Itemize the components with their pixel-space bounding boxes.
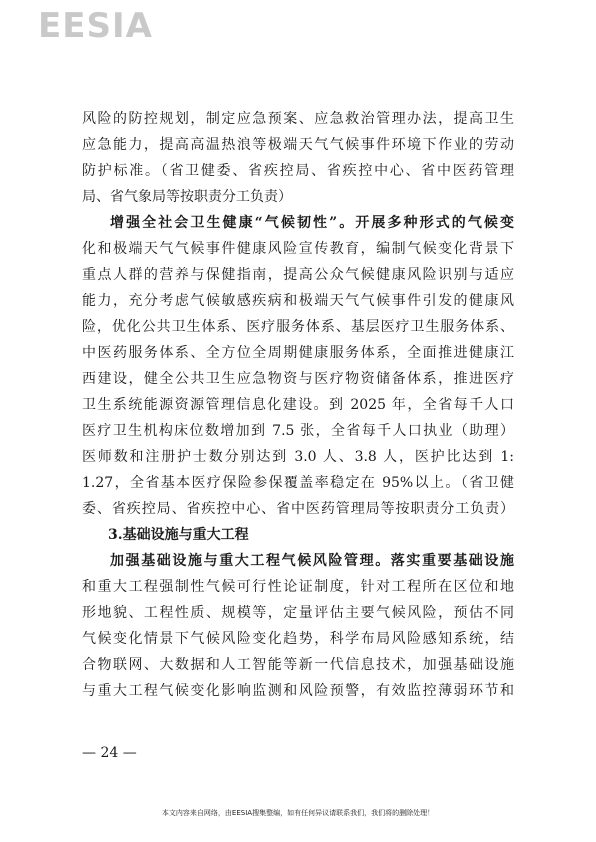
section-heading-climate-resilience: 增强全社会卫生健康“气候韧性”。开展多种形式的气候变 — [110, 215, 514, 231]
body-line-2: 应急能力，提高高温热浪等极端天气气候事件环境下作业的劳动 — [82, 137, 514, 153]
body-line-6: 化和极端天气气候事件健康风险宣传教育，编制气候变化背景下 — [82, 241, 514, 257]
section-heading-infrastructure-risk: 加强基础设施与重大工程气候风险管理。落实重要基础设施 — [110, 553, 514, 569]
document-body — [82, 106, 514, 704]
body-line-7: 重点人群的营养与保健指南，提高公众气候健康风险识别与适应 — [82, 267, 514, 283]
page-number: — 24 — — [82, 745, 137, 761]
body-line-22: 合物联网、大数据和人工智能等新一代信息技术，加强基础设施 — [82, 657, 514, 673]
body-line-13: 医疗卫生机构床位数增加到 7.5 张，全省每千人口执业（助理） — [82, 423, 514, 439]
body-line-11: 西建设，健全公共卫生应急物资与医疗物资储备体系，推进医疗 — [82, 371, 514, 387]
body-line-12: 卫生系统能源资源管理信息化建设。到 2025 年，全省每千人口 — [82, 397, 514, 413]
body-line-21: 气候变化情景下气候风险变化趋势，科学布局风险感知系统，结 — [82, 631, 514, 647]
body-line-8: 能力，充分考虑气候敏感疾病和极端天气气候事件引发的健康风 — [82, 293, 514, 309]
section-heading-infrastructure: 3.基础设施与重大工程 — [108, 527, 249, 543]
body-line-16: 委、省疾控局、省疾控中心、省中医药管理局等按职责分工负责） — [82, 501, 514, 517]
body-line-3: 防护标准。（省卫健委、省疾控局、省疾控中心、省中医药管理 — [82, 163, 514, 179]
body-line-19: 和重大工程强制性气候可行性论证制度，针对工程所在区位和地 — [82, 579, 514, 595]
body-line-14: 医师数和注册护士数分别达到 3.0 人、3.8 人，医护比达到 1: — [82, 449, 514, 465]
body-line-23: 与重大工程气候变化影响监测和风险预警，有效监控薄弱环节和 — [82, 683, 514, 699]
body-line-15: 1.27，全省基本医疗保险参保覆盖率稳定在 95%以上。（省卫健 — [82, 475, 514, 491]
body-line-9: 险，优化公共卫生体系、医疗服务体系、基层医疗卫生服务体系、 — [82, 319, 514, 335]
body-line-1: 风险的防控规划，制定应急预案、应急救治管理办法，提高卫生 — [82, 111, 514, 127]
footer-notice: 本文内容来自网络，由EESIA搜集整编，如有任何异议请联系我们，我们将的删除处理！ — [161, 809, 435, 817]
body-line-4: 局、省气象局等按职责分工负责） — [82, 189, 292, 205]
eesia-logo: EESIA — [38, 6, 153, 46]
body-line-10: 中医药服务体系、全方位全周期健康服务体系，全面推进健康江 — [82, 345, 514, 361]
body-line-20: 形地貌、工程性质、规模等，定量评估主要气候风险，预估不同 — [82, 605, 514, 621]
